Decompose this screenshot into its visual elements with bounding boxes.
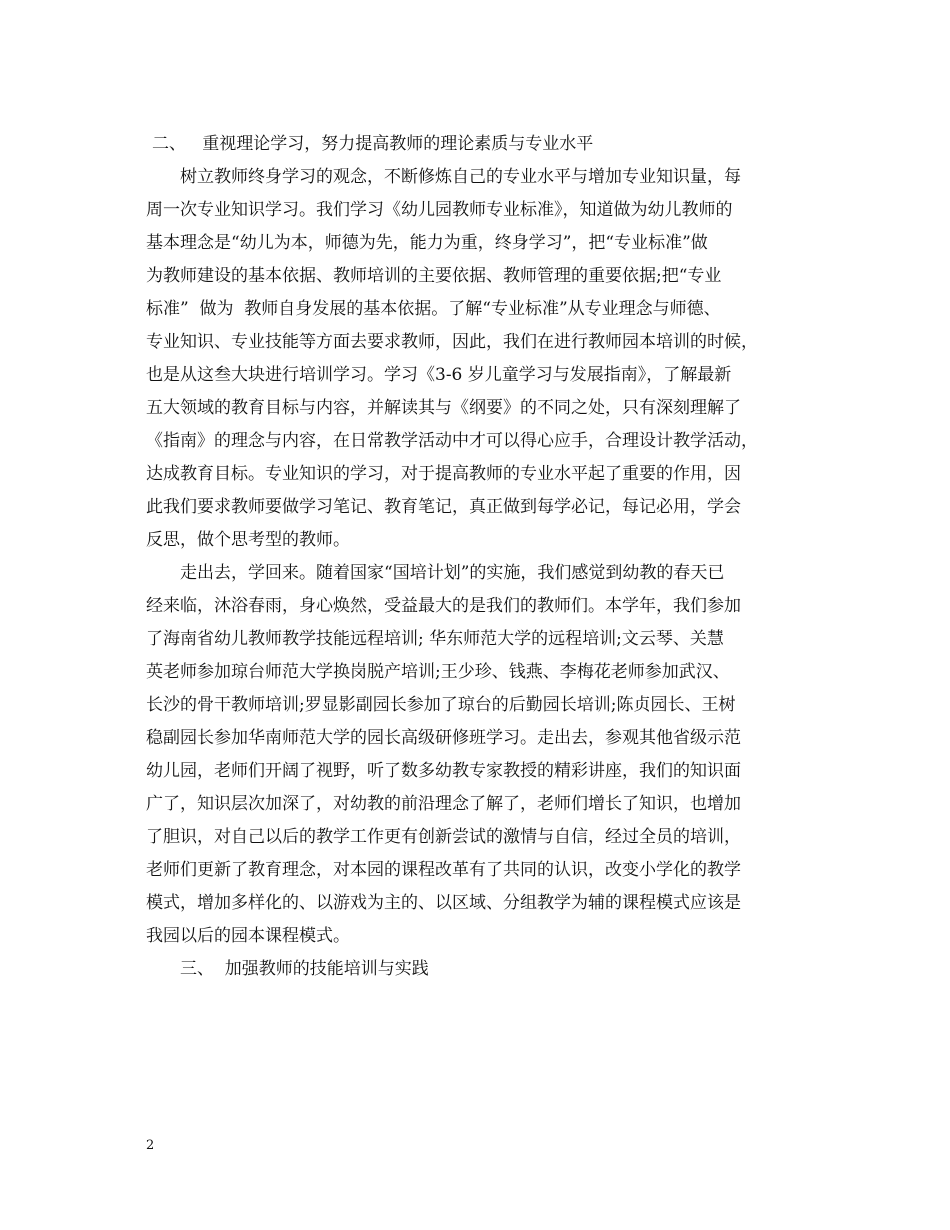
paragraph-line: 我园以后的园本课程模式。: [146, 926, 350, 946]
paragraph-line: 周一次专业知识学习。我们学习《幼儿园教师专业标准》，知道做为幼儿教师的: [146, 200, 733, 220]
paragraph-line: 专业知识、专业技能等方面去要求教师，因此，我们在进行教师园本培训的时候，: [146, 332, 758, 352]
paragraph-line: 《指南》的理念与内容，在日常教学活动中才可以得心应手，合理设计教学活动，: [146, 431, 758, 451]
paragraph-line: 幼儿园，老师们开阔了视野，听了数多幼教专家教授的精彩讲座，我们的知识面: [146, 761, 741, 781]
paragraph-line: 走出去，学回来。随着国家“国培计划”的实施，我们感觉到幼教的春天已: [180, 563, 725, 583]
paragraph-go-out-learn: [146, 557, 806, 953]
paragraph-line: 模式，增加多样化的、以游戏为主的、以区域、分组教学为辅的课程模式应该是: [146, 893, 741, 913]
paragraph-line: 也是从这叁大块进行培训学习。学习《3-6 岁儿童学习与发展指南》，了解最新: [146, 365, 732, 385]
paragraph-line: 五大领域的教育目标与内容，并解读其与《纲要》的不同之处，只有深刻理解了: [146, 398, 741, 418]
paragraph-line: 达成教育目标。专业知识的学习，对于提高教师的专业水平起了重要的作用，因: [146, 464, 741, 484]
paragraph-line: 长沙的骨干教师培训;罗显影副园长参加了琼台的后勤园长培训;陈贞园长、王树: [146, 695, 736, 715]
paragraph-line: 了海南省幼儿教师教学技能远程培训; 华东师范大学的远程培训;文云琴、关慧: [146, 629, 724, 649]
paragraph-line: 此我们要求教师要做学习笔记、教育笔记，真正做到每学必记，每记必用，学会: [146, 497, 741, 517]
paragraph-theory-study: [146, 161, 806, 557]
paragraph-line: 基本理念是“幼儿为本，师德为先，能力为重，终身学习”，把“专业标准”做: [146, 233, 708, 253]
page-number: 2: [146, 1138, 155, 1153]
paragraph-line: 标准” 做为 教师自身发展的基本依据。了解“专业标准”从专业理念与师德、: [146, 299, 721, 319]
section-heading-3: 三、 加强教师的技能培训与实践: [180, 959, 429, 979]
paragraph-line: 稳副园长参加华南师范大学的园长高级研修班学习。走出去，参观其他省级示范: [146, 728, 741, 748]
document-body: [146, 128, 806, 986]
paragraph-line: 广了，知识层次加深了，对幼教的前沿理念了解了，老师们增长了知识，也增加: [146, 794, 741, 814]
paragraph-line: 了胆识，对自己以后的教学工作更有创新尝试的激情与自信，经过全员的培训，: [146, 827, 741, 847]
paragraph-line: 老师们更新了教育理念，对本园的课程改革有了共同的认识，改变小学化的教学: [146, 860, 741, 880]
paragraph-line: 反思，做个思考型的教师。: [146, 530, 350, 550]
paragraph-line: 为教师建设的基本依据、教师培训的主要依据、教师管理的重要依据;把“专业: [146, 266, 722, 286]
section-heading-2: 二、 重视理论学习，努力提高教师的理论素质与专业水平: [152, 134, 594, 154]
paragraph-line: 树立教师终身学习的观念，不断修炼自己的专业水平与增加专业知识量，每: [180, 167, 741, 187]
paragraph-line: 英老师参加琼台师范大学换岗脱产培训;王少珍、钱燕、李梅花老师参加武汉、: [146, 662, 730, 682]
paragraph-line: 经来临，沐浴春雨，身心焕然，受益最大的是我们的教师们。本学年，我们参加: [146, 596, 741, 616]
